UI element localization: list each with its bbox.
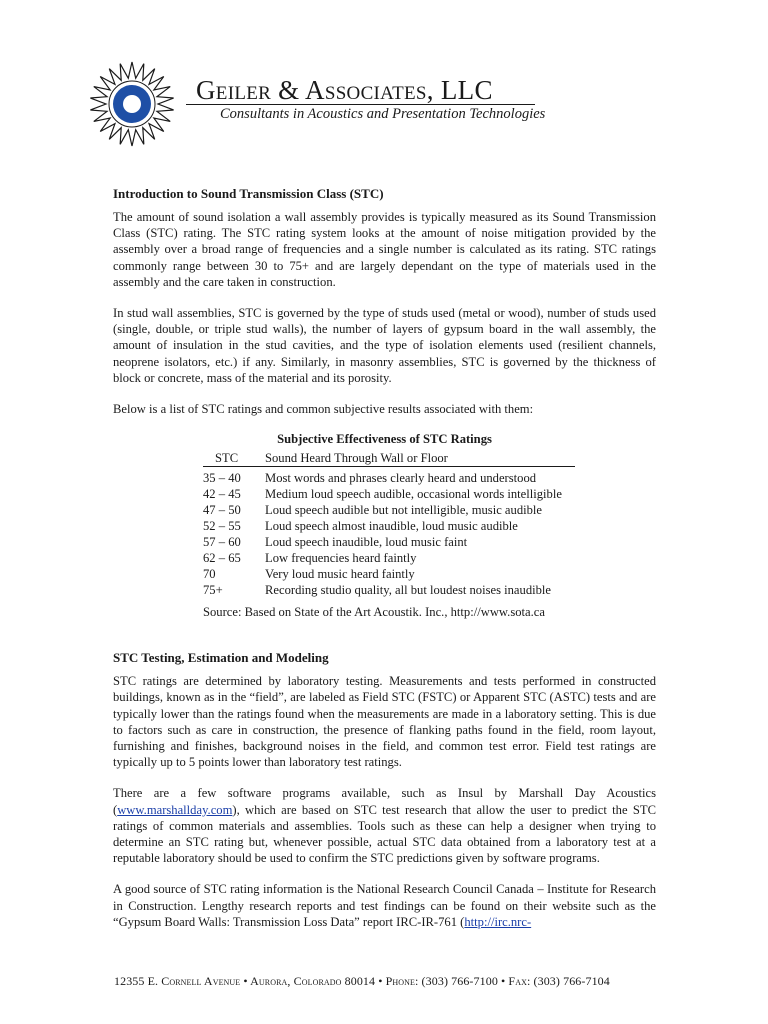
table-row <box>203 534 575 550</box>
stc-value: 52 – 55 <box>203 519 241 534</box>
header-rule <box>186 104 535 105</box>
sound-description: Loud speech audible but not intelligible, music audible <box>265 503 543 518</box>
paragraph-text: A good source of STC rating information is the National Research Council Canada – Institute for Research in Construction. Lengthy research reports and test findings can be found on their website such as the “Gypsum Board Walls: Transmission Loss Data” report IRC-IR-761 ( <box>113 882 656 929</box>
paragraph-text: There are a few software programs available, such as Insul by Marshall Day Acoustics ( <box>113 786 656 817</box>
company-name: Geiler & Associates, LLC <box>196 75 493 105</box>
table-row <box>203 467 575 487</box>
table-source-note: Source: Based on State of the Art Acoustik. Inc., http://www.sota.ca <box>203 605 545 620</box>
sound-description: Low frequencies heard faintly <box>265 551 417 566</box>
paragraph-text: ), which are based on STC test research that allow the user to predict the STC ratings of common materials and assemblies. Tools such as these can help a designer when trying to determine an STC rating but, whenever possible, actual STC data obtained from a laboratory test at a reputable laboratory should be used to confirm the STC predictions given by software programs. <box>113 802 656 866</box>
table-header-stc: STC <box>203 451 265 467</box>
stc-value: 75+ <box>203 583 223 598</box>
table-row <box>203 486 575 502</box>
stc-value: 35 – 40 <box>203 471 241 486</box>
table-row <box>203 582 575 598</box>
table-header-sound: Sound Heard Through Wall or Floor <box>265 451 575 467</box>
sound-description: Most words and phrases clearly heard and understood <box>265 471 537 486</box>
testing-paragraph-3 <box>113 881 656 930</box>
stc-value: 47 – 50 <box>203 503 241 518</box>
irc-nrc-link[interactable]: http://irc.nrc- <box>464 914 532 929</box>
intro-paragraph-3: Below is a list of STC ratings and common subjective results associated with them: <box>113 402 534 417</box>
sound-description: Medium loud speech audible, occasional words intelligible <box>265 487 562 502</box>
sound-description: Loud speech inaudible, loud music faint <box>265 535 468 550</box>
stc-ratings-table <box>203 451 575 598</box>
stc-value: 42 – 45 <box>203 487 241 502</box>
table-row <box>203 566 575 582</box>
testing-paragraph-1: STC ratings are determined by laboratory testing. Measurements and tests performed in constructed buildings, known as in the “field”, are labeled as Field STC (FSTC) or Apparent STC (ASTC) tests and are typically lower than the ratings found when the measurements are made in a laboratory setting. This is due to factors such as care in construction, the presence of flanking paths found in the field, room layout, furnishing and finishes, background noises in the field, and common test error. Field test ratings are typically up to 5 points lower than laboratory test ratings. <box>113 674 656 770</box>
stc-value: 62 – 65 <box>203 551 241 566</box>
table-row <box>203 550 575 566</box>
table-row <box>203 518 575 534</box>
marshallday-link[interactable]: www.marshallday.com <box>117 802 233 817</box>
sound-description: Recording studio quality, all but loudest noises inaudible <box>265 583 552 598</box>
section-title-testing: STC Testing, Estimation and Modeling <box>113 650 329 666</box>
intro-paragraph-1: The amount of sound isolation a wall assembly provides is typically measured as its Sound Transmission Class (STC) rating. The STC rating system looks at the amount of noise mitigation provided by the assembly over a broad range of frequencies and a single number is calculated as its rating. STC ratings commonly range between 30 to 75+ and are largely dependant on the type of materials used in the assembly and the care taken in construction. <box>113 210 656 289</box>
stc-table-title: Subjective Effectiveness of STC Ratings <box>277 432 492 447</box>
testing-paragraph-2 <box>113 785 656 866</box>
sound-description: Loud speech almost inaudible, loud music audible <box>265 519 518 534</box>
intro-paragraph-2: In stud wall assemblies, STC is governed by the type of studs used (metal or wood), number of studs used (single, double, or triple stud walls), the number of layers of gypsum board in the wall assembly, the amount of insulation in the stud cavities, and the type of isolation elements used (resilient channels, neoprene isolators, etc.) if any. Similarly, in masonry assemblies, STC is governed by the thickness of block or concrete, mass of the material and its porosity. <box>113 306 656 385</box>
table-row <box>203 502 575 518</box>
footer-address: 12355 E. Cornell Avenue • Aurora, Colorado 80014 • Phone: (303) 766-7100 • Fax: (303) 766-7104 <box>114 974 610 988</box>
stc-value: 57 – 60 <box>203 535 241 550</box>
document-body <box>113 186 656 930</box>
sound-description: Very loud music heard faintly <box>265 567 415 582</box>
company-tagline: Consultants in Acoustics and Presentation Technologies <box>220 106 546 122</box>
stc-value: 70 <box>203 567 216 582</box>
section-title-intro: Introduction to Sound Transmission Class (STC) <box>113 186 384 201</box>
company-logo-icon <box>88 60 176 148</box>
